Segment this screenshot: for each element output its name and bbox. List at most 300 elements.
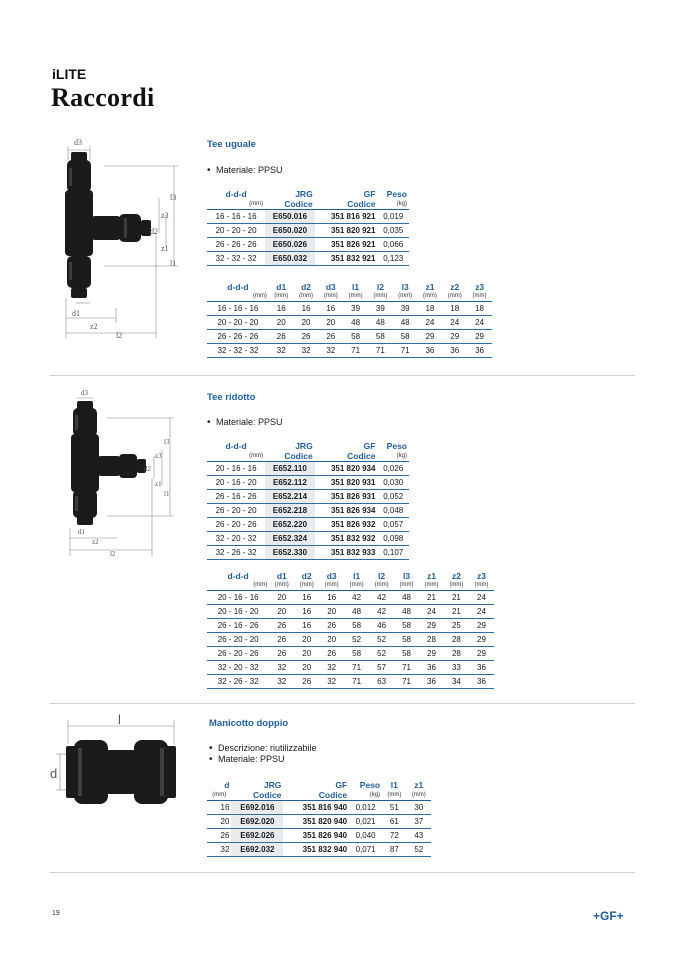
col-unit: (mm) (424, 582, 439, 588)
cell: 351 832 921 (330, 254, 376, 263)
cell: 71 (352, 663, 362, 672)
cell: 0,123 (383, 254, 404, 263)
cell: 20 (327, 607, 337, 616)
cell: 26 (326, 332, 336, 341)
cell: E652.220 (265, 518, 315, 532)
table-row (207, 546, 409, 560)
table-row (207, 302, 492, 316)
cell: E652.112 (265, 476, 315, 490)
col-header: d-d-d (225, 189, 247, 199)
label-l1: l1 (170, 259, 177, 268)
cell: 32 - 20 - 32 (217, 663, 259, 672)
cell: 58 (402, 635, 411, 644)
label-l3: l3 (164, 438, 170, 446)
table-row (207, 344, 492, 358)
table-row (207, 316, 492, 330)
col-unit: (mm) (348, 293, 363, 299)
cell: 18 (475, 304, 484, 313)
col-header: l1 (390, 780, 398, 790)
col-header: d-d-d (227, 282, 249, 292)
label-z2: z2 (92, 538, 99, 546)
cell: 26 (327, 621, 337, 630)
cell: 58 (351, 332, 361, 341)
col-header: d2 (301, 571, 312, 581)
cell: 52 (377, 649, 387, 658)
table-row (207, 605, 494, 619)
cell: 21 (427, 593, 436, 602)
cell: 26 - 26 - 26 (217, 332, 259, 341)
cell: 0,066 (383, 240, 404, 249)
cell: 32 (276, 346, 286, 355)
cell: 351 832 933 (330, 548, 376, 557)
cell: 58 (402, 621, 411, 630)
cell: 63 (377, 677, 387, 686)
cell: 26 - 20 - 26 (217, 649, 259, 658)
cell: 87 (389, 845, 399, 854)
cell: 46 (377, 621, 387, 630)
col-unit: (mm) (252, 293, 267, 299)
cell: 0,030 (383, 478, 404, 487)
col-unit: (mm) (323, 293, 338, 299)
tee-ridotto-dimension-table (207, 571, 494, 689)
label-z1: z1 (155, 480, 162, 488)
cell: E692.032 (231, 843, 283, 857)
cell: 61 (389, 817, 399, 826)
label-z3: z3 (161, 211, 169, 220)
cell: 29 (427, 621, 436, 630)
cell: 30 (414, 803, 424, 812)
table-row (207, 238, 409, 252)
cell: 29 (427, 649, 436, 658)
section-divider (50, 375, 635, 376)
table-row (207, 224, 409, 238)
col-subheader: Codice (347, 451, 376, 461)
section-title-tee-ridotto: Tee ridotto (207, 392, 256, 403)
cell: 36 (475, 346, 484, 355)
cell: E650.026 (265, 238, 315, 252)
col-unit: (mm) (449, 582, 464, 588)
col-unit: (mm) (274, 582, 289, 588)
table-row (207, 252, 409, 266)
col-header: d1 (276, 571, 287, 581)
bullet-item: • Materiale: PPSU (209, 754, 317, 765)
table-row (207, 532, 409, 546)
col-header: z2 (450, 282, 460, 292)
bullet-list-tee-uguale (207, 165, 283, 176)
cell: 351 826 932 (330, 520, 376, 529)
cell: 24 (475, 318, 484, 327)
cell: 71 (400, 346, 410, 355)
label-d3: d3 (74, 138, 82, 147)
cell: 16 (276, 304, 286, 313)
cell: 351 820 921 (330, 226, 376, 235)
col-header: l3 (402, 571, 411, 581)
col-unit: (mm) (374, 582, 389, 588)
label-d2: d2 (144, 465, 151, 473)
cell: 32 (220, 845, 230, 854)
cell: 48 (351, 318, 361, 327)
cell: 24 (477, 607, 486, 616)
cell: 16 (302, 621, 312, 630)
cell: 20 (302, 635, 312, 644)
cell: 34 (451, 677, 461, 686)
cell: 0,021 (355, 817, 376, 826)
cell: 21 (451, 593, 461, 602)
col-unit: (mm) (253, 582, 268, 588)
footer-divider (50, 872, 635, 873)
manicotto-drawing (46, 714, 186, 804)
cell: 24 (425, 318, 435, 327)
cell: 351 820 934 (330, 464, 376, 473)
cell: 0,057 (383, 520, 404, 529)
cell: 16 (327, 593, 337, 602)
label-z3: z3 (155, 452, 162, 460)
col-header: d3 (326, 571, 337, 581)
cell: 29 (475, 332, 484, 341)
col-unit: (mm) (411, 791, 426, 798)
cell: 71 (402, 663, 411, 672)
cell: 351 832 940 (302, 845, 348, 854)
cell: 0,026 (383, 464, 404, 473)
cell: E650.032 (265, 252, 315, 266)
cell: 0,012 (355, 803, 376, 812)
cell: 26 - 26 - 26 (215, 240, 257, 249)
cell: 20 (277, 593, 287, 602)
cell: 24 (450, 318, 460, 327)
label-d2: d2 (150, 227, 158, 236)
col-header: GF (363, 441, 376, 451)
cell: 16 (302, 593, 312, 602)
section-divider (50, 703, 635, 704)
brand-label: iLITE (52, 66, 87, 82)
cell: 58 (352, 621, 362, 630)
col-header: z2 (451, 571, 461, 581)
label-l1: l1 (164, 490, 170, 498)
col-header: d2 (301, 282, 311, 292)
cell: 71 (352, 677, 362, 686)
col-header: d3 (325, 282, 336, 292)
cell: 48 (402, 607, 411, 616)
table-row (207, 490, 409, 504)
label-d3: d3 (81, 389, 88, 397)
cell: E692.026 (231, 829, 283, 843)
cell: 26 (277, 635, 287, 644)
cell: E650.020 (265, 224, 315, 238)
cell: 58 (375, 332, 385, 341)
cell: 39 (351, 304, 361, 313)
cell: 21 (451, 607, 461, 616)
cell: 71 (375, 346, 385, 355)
cell: 29 (477, 635, 486, 644)
table-row (207, 647, 494, 661)
cell: 48 (352, 607, 362, 616)
cell: 351 820 931 (330, 478, 376, 487)
cell: 18 (450, 304, 460, 313)
cell: 32 - 32 - 32 (215, 254, 257, 263)
cell: 32 - 20 - 32 (215, 534, 257, 543)
manicotto-table (207, 780, 431, 857)
cell: 58 (400, 332, 410, 341)
table-row (207, 633, 494, 647)
cell: 16 - 16 - 16 (215, 212, 257, 221)
cell: 351 832 932 (330, 534, 376, 543)
label-d1: d1 (78, 528, 85, 536)
col-unit: (mm) (399, 582, 414, 588)
table-row (207, 675, 494, 689)
cell: 351 826 940 (302, 831, 348, 840)
label-z1: z1 (161, 244, 169, 253)
cell: E652.214 (265, 490, 315, 504)
col-unit: (mm) (422, 293, 437, 299)
cell: 0,035 (383, 226, 404, 235)
cell: 52 (377, 635, 387, 644)
cell: 16 - 16 - 16 (217, 304, 259, 313)
cell: 20 - 16 - 16 (217, 593, 259, 602)
col-unit: (mm) (349, 582, 364, 588)
cell: 32 (326, 346, 336, 355)
tee-uguale-code-table (207, 189, 409, 266)
cell: 20 (276, 318, 286, 327)
cell: 58 (352, 649, 362, 658)
cell: 351 826 934 (330, 506, 376, 515)
cell: 36 (427, 677, 436, 686)
cell: 36 (477, 663, 486, 672)
col-header: l1 (352, 282, 360, 292)
col-header: Peso (359, 780, 381, 790)
col-subheader: Codice (284, 199, 313, 209)
cell: 26 - 16 - 26 (215, 492, 257, 501)
col-header: JRG (295, 441, 313, 451)
col-unit: (kg) (369, 791, 381, 798)
col-subheader: Codice (318, 790, 348, 800)
cell: 26 (327, 649, 337, 658)
col-unit: (mm) (398, 293, 413, 299)
label-l2: l2 (110, 550, 116, 558)
cell: 42 (377, 593, 387, 602)
bullet-list-tee-ridotto (207, 417, 283, 428)
cell: 48 (400, 318, 410, 327)
cell: 33 (451, 663, 461, 672)
col-unit: (kg) (396, 200, 407, 207)
table-row (207, 829, 431, 843)
col-header: z1 (427, 571, 436, 581)
page-title: Raccordi (51, 83, 155, 112)
cell: 20 (277, 607, 287, 616)
table-row (207, 815, 431, 829)
cell: E692.020 (231, 815, 283, 829)
cell: E692.016 (231, 801, 283, 815)
col-header: z1 (425, 282, 435, 292)
col-unit: (mm) (274, 293, 289, 299)
cell: 20 (302, 663, 312, 672)
cell: 29 (450, 332, 460, 341)
cell: 0,107 (383, 548, 404, 557)
table-row (207, 661, 494, 675)
cell: 36 (425, 346, 435, 355)
cell: 51 (389, 803, 399, 812)
cell: 20 - 16 - 20 (217, 607, 259, 616)
cell: 43 (414, 831, 424, 840)
cell: 20 - 20 - 20 (215, 226, 257, 235)
table-row (207, 619, 494, 633)
col-unit: (mm) (373, 293, 388, 299)
table-row (207, 504, 409, 518)
cell: E652.218 (265, 504, 315, 518)
tee-ridotto-drawing (62, 388, 182, 558)
table-row (207, 330, 492, 344)
col-header: l1 (353, 571, 361, 581)
col-header: Peso (386, 189, 407, 199)
cell: 351 826 921 (330, 240, 376, 249)
cell: 0,040 (355, 831, 376, 840)
cell: 26 (277, 621, 287, 630)
cell: 0,048 (383, 506, 404, 515)
cell: 29 (425, 332, 435, 341)
cell: 351 816 940 (302, 803, 348, 812)
cell: 26 (220, 831, 230, 840)
table-row (207, 518, 409, 532)
cell: 57 (377, 663, 387, 672)
cell: 20 - 16 - 16 (215, 464, 257, 473)
cell: 32 (277, 677, 287, 686)
cell: 26 - 16 - 26 (217, 621, 259, 630)
col-header: l2 (376, 282, 384, 292)
cell: 28 (427, 635, 436, 644)
cell: 0,098 (383, 534, 404, 543)
bullet-list-manicotto (209, 743, 317, 765)
cell: 0,071 (355, 845, 376, 854)
cell: 52 (414, 845, 424, 854)
table-row (207, 462, 409, 476)
cell: 42 (352, 593, 362, 602)
cell: 39 (375, 304, 385, 313)
col-header: GF (335, 780, 348, 790)
label-l2: l2 (116, 331, 123, 340)
cell: 16 (326, 304, 336, 313)
cell: 32 - 32 - 32 (217, 346, 259, 355)
col-unit: (mm) (249, 200, 264, 207)
cell: 26 (301, 332, 311, 341)
label-d1: d1 (72, 309, 80, 318)
bullet-item: • Materiale: PPSU (207, 165, 283, 176)
cell: E652.110 (265, 462, 315, 476)
cell: 32 - 26 - 32 (217, 677, 259, 686)
col-unit: (mm) (474, 582, 489, 588)
col-header: d-d-d (225, 441, 247, 451)
section-title-manicotto-doppio: Manicotto doppio (209, 718, 289, 729)
cell: 20 (301, 318, 311, 327)
table-row (207, 210, 409, 224)
cell: 32 (277, 663, 287, 672)
section-title-tee-uguale: Tee uguale (207, 139, 256, 150)
cell: 26 (302, 677, 312, 686)
col-header: z3 (475, 282, 485, 292)
cell: 26 - 20 - 20 (217, 635, 259, 644)
cell: 28 (451, 649, 461, 658)
cell: 351 820 940 (302, 817, 348, 826)
cell: 24 (427, 607, 436, 616)
col-header: GF (363, 189, 376, 199)
cell: 16 (301, 304, 311, 313)
cell: 16 (220, 803, 230, 812)
cell: 58 (402, 649, 411, 658)
tee-uguale-dimension-table (207, 282, 492, 358)
col-header: d (224, 780, 230, 790)
col-unit: (mm) (299, 582, 314, 588)
cell: 351 826 931 (330, 492, 376, 501)
cell: 48 (402, 593, 411, 602)
cell: 20 (327, 635, 337, 644)
cell: 71 (402, 677, 411, 686)
cell: 37 (414, 817, 424, 826)
cell: 48 (375, 318, 385, 327)
cell: 72 (389, 831, 399, 840)
cell: 20 - 16 - 20 (215, 478, 257, 487)
cell: 36 (477, 677, 486, 686)
cell: 32 (327, 677, 337, 686)
cell: 26 - 20 - 20 (215, 506, 257, 515)
cell: E652.330 (265, 546, 315, 560)
col-unit: (mm) (472, 293, 487, 299)
col-subheader: Codice (252, 790, 282, 800)
cell: E652.324 (265, 532, 315, 546)
cell: E650.016 (265, 210, 315, 224)
col-unit: (mm) (447, 293, 462, 299)
cell: 36 (450, 346, 460, 355)
cell: 20 (220, 817, 230, 826)
col-unit: (mm) (324, 582, 339, 588)
cell: 29 (477, 621, 486, 630)
col-header: d1 (276, 282, 287, 292)
gf-logo: +GF+ (593, 909, 624, 923)
table-row (207, 843, 431, 857)
cell: 24 (477, 593, 486, 602)
col-unit: (kg) (396, 452, 407, 459)
cell: 39 (400, 304, 410, 313)
cell: 26 (277, 649, 287, 658)
tee-ridotto-code-table (207, 441, 409, 560)
page-number: 19 (52, 910, 60, 917)
col-header: JRG (295, 189, 313, 199)
cell: 26 - 20 - 26 (215, 520, 257, 529)
cell: 25 (451, 621, 461, 630)
label-l: l (118, 714, 121, 727)
cell: 42 (377, 607, 387, 616)
col-header: d-d-d (227, 571, 249, 581)
cell: 32 - 26 - 32 (215, 548, 257, 557)
col-subheader: Codice (284, 451, 313, 461)
col-header: z1 (414, 780, 424, 790)
cell: 32 (327, 663, 337, 672)
bullet-item: • Descrizione: riutilizzabile (209, 743, 317, 754)
tee-uguale-drawing (46, 138, 186, 343)
label-d: d (50, 766, 58, 781)
table-row (207, 801, 431, 815)
cell: 20 (326, 318, 336, 327)
cell: 0,019 (383, 212, 404, 221)
cell: 20 - 20 - 20 (217, 318, 259, 327)
cell: 20 (302, 649, 312, 658)
cell: 26 (276, 332, 286, 341)
cell: 0,052 (383, 492, 404, 501)
col-unit: (mm) (212, 791, 227, 798)
col-header: z3 (476, 571, 486, 581)
label-z2: z2 (90, 322, 98, 331)
cell: 71 (351, 346, 361, 355)
cell: 18 (425, 304, 435, 313)
table-row (207, 476, 409, 490)
col-unit: (mm) (299, 293, 314, 299)
